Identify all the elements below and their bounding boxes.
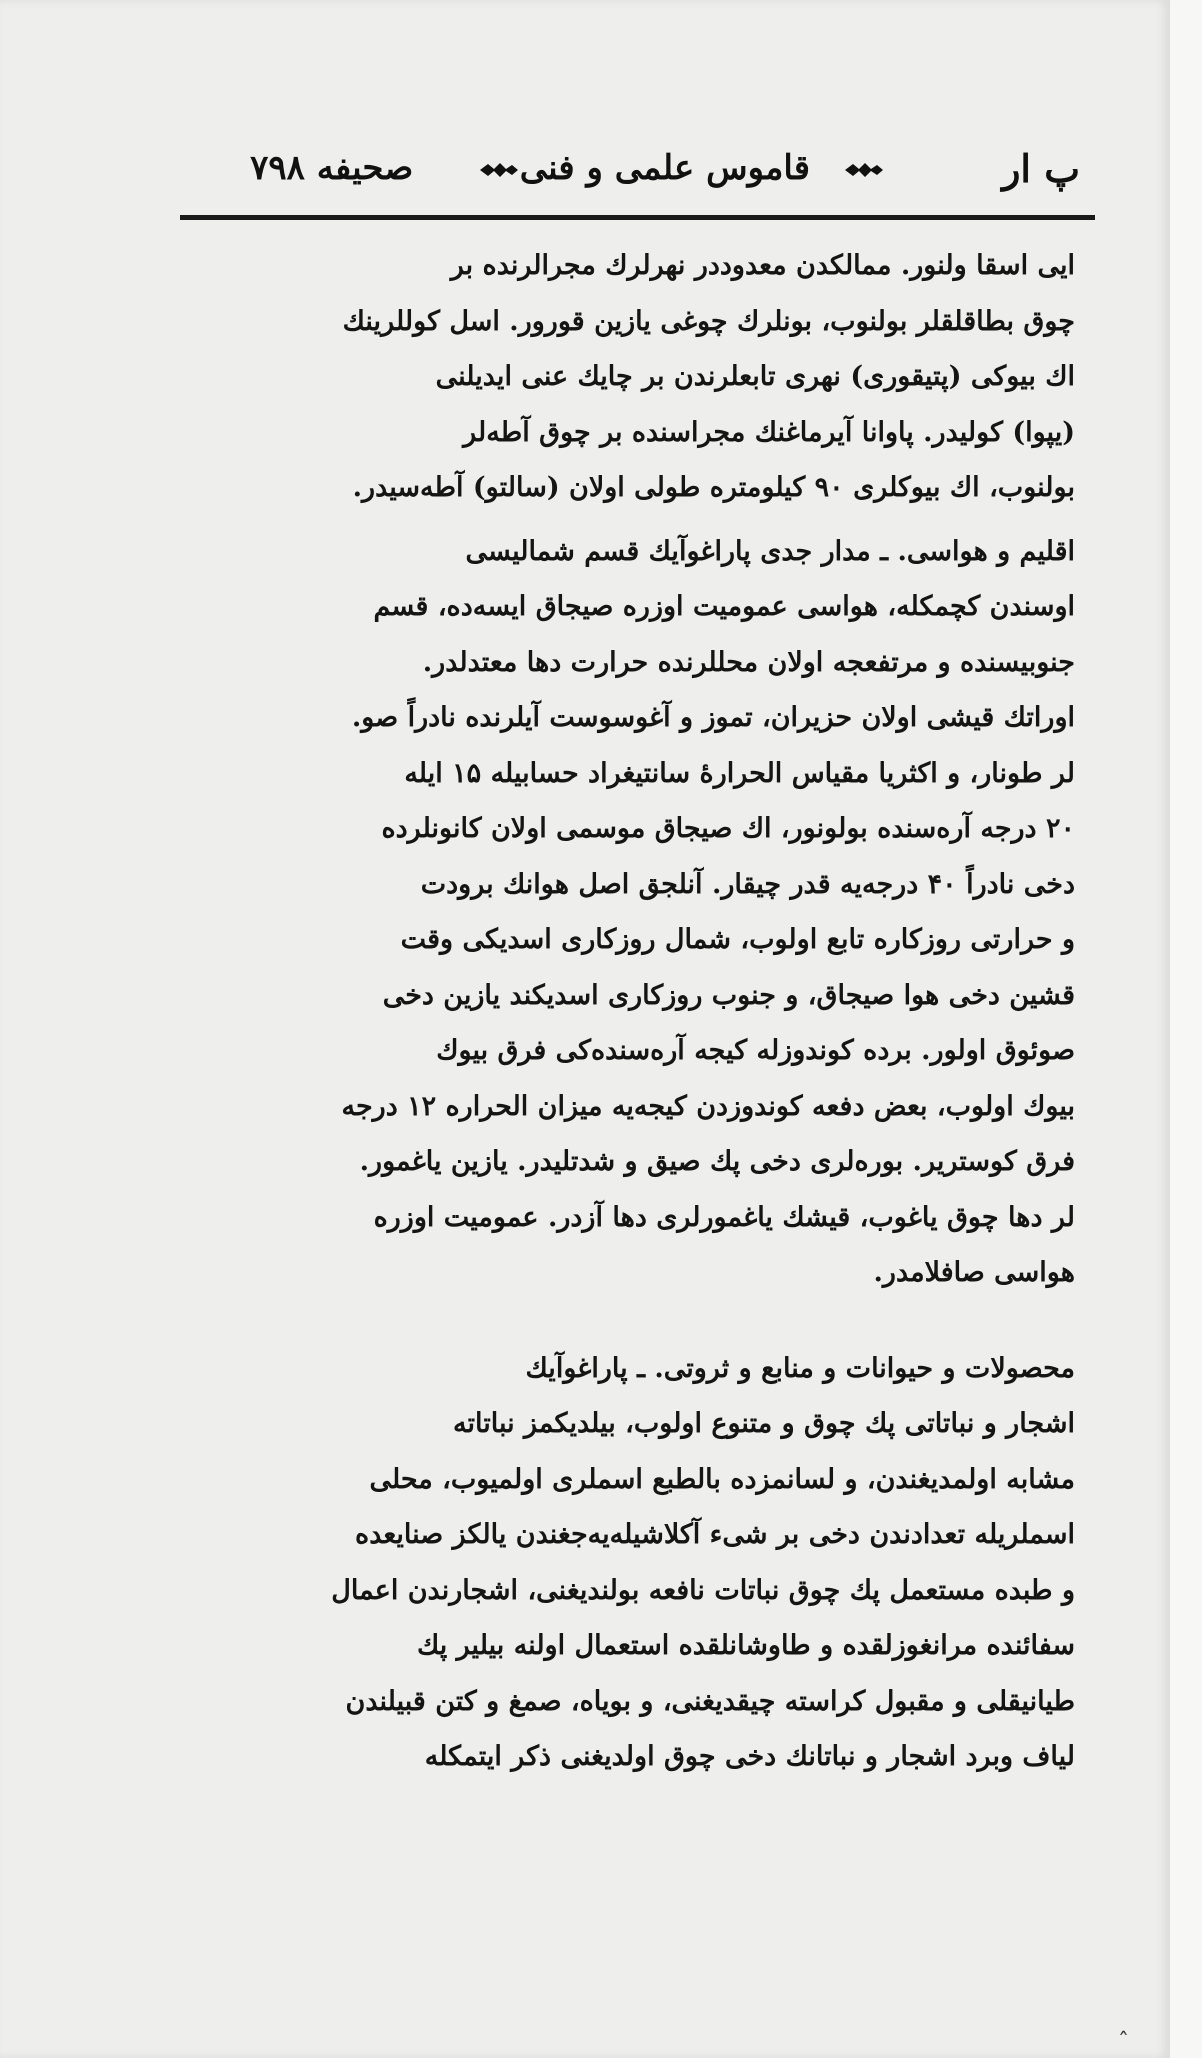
dictionary-title <box>250 148 810 188</box>
text-line: اشجار و نباتاتی پك چوق و متنوع اولوب، بیلدیکمز نباتاته <box>453 1408 1075 1439</box>
text-line: بیوك اولوب، بعض دفعه کوندوزدن کیجه‌یه میزان الحراره ۱۲ درجه <box>341 1090 1075 1122</box>
article-body <box>195 238 1075 1785</box>
text-line: صوئوق اولور. برده کوندوزله کیجه آره‌سنده‌کی فرق بیوك <box>436 1035 1075 1066</box>
text-line: لر طونار، و اکثریا مقیاس الحرارهٔ سانتیغراد حسابیله ۱۵ ایله <box>404 757 1075 789</box>
text-line: چوق بطاقلقلر بولنوب، بونلرك چوغی یازین قورور. اسل کوللرینك <box>342 305 1075 337</box>
leaf-ornament-icon <box>478 160 520 180</box>
paragraph <box>195 238 1075 516</box>
text-line: اقلیم و هواسی. ـ مدار جدی پاراغوآیك قسم شمالیسی <box>465 535 1075 567</box>
text-line: محصولات و حیوانات و منابع و ثروتی. ـ پاراغوآیك <box>525 1352 1075 1384</box>
text-line: سفائنده مرانغوزلقده و طاوشانلقده استعمال اولنه بیلیر پك <box>416 1630 1075 1661</box>
text-line: اك بیوکی (پتیقوری) نهری تابعلرندن بر چایك عنی ایدیلنی <box>435 361 1075 392</box>
text-line: اوراتك قیشی اولان حزیران، تموز و آغوسوست آیلرنده نادراً صو. <box>351 702 1075 733</box>
leaf-ornament-icon <box>843 160 885 180</box>
book-title: قاموس علمی و فنی <box>519 148 810 188</box>
text-line: بولنوب، اك بیوکلری ۹۰ کیلومتره طولی اولان (سالتو) آطه‌سیدر. <box>352 472 1075 503</box>
paragraph <box>195 524 1075 1301</box>
text-line: لیاف وبرد اشجار و نباتانك دخی چوق اولدیغنی ذکر ایتمکله <box>424 1741 1075 1772</box>
paragraph <box>195 1341 1075 1785</box>
page-header <box>190 142 1080 202</box>
text-line: (یپوا) کولیدر. پاوانا آیرماغنك مجراسنده بر چوق آطه‌لر <box>463 416 1075 448</box>
text-line: دخی نادراً ۴۰ درجه‌یه قدر چیقار. آنلجق اصل هوانك برودت <box>420 868 1075 900</box>
text-line: هواسی صافلامدر. <box>873 1257 1075 1288</box>
entry-heading: پ ار <box>1002 146 1080 191</box>
page-number: صحیفه ۷۹۸ <box>250 148 414 188</box>
text-line: مشابه اولمدیغندن، و لسانمزده بالطبع اسملری اولمیوب، محلی <box>369 1463 1075 1495</box>
text-line: طیانیقلی و مقبول کراسته چیقدیغنی، و بویاه، صمغ و کتن قبیلندن <box>345 1685 1075 1717</box>
text-line: لر دها چوق یاغوب، قیشك یاغمورلری دها آزدر. عمومیت اوزره <box>373 1201 1075 1233</box>
text-line: ۲۰ درجه آره‌سنده بولونور، اك صیجاق موسمی اولان کانونلرده <box>381 813 1075 844</box>
text-line: و حرارتی روزکاره تابع اولوب، شمال روزکاری اسدیکی وقت <box>400 924 1075 955</box>
text-line: اوسندن کچمکله، هواسی عمومیت اوزره صیجاق ایسه‌ده، قسم <box>373 591 1075 622</box>
header-rule <box>180 215 1095 220</box>
text-line: و طبده مستعمل پك چوق نباتات نافعه بولندیغنی، اشجارندن اعمال <box>331 1574 1075 1606</box>
text-line: قشین دخی هوا صیجاق، و جنوب روزکاری اسدیکند یازین دخی <box>382 979 1075 1011</box>
text-line: فرق کوستریر. بوره‌لری دخی پك صیق و شدتلیدر. یازین یاغمور. <box>359 1146 1075 1177</box>
text-line: جنوبیسنده و مرتفعجه اولان محللرنده حرارت دها معتدلدر. <box>422 646 1075 678</box>
text-line: ایی اسقا ولنور. ممالکدن معدوددر نهرلرك مجرالرنده بر <box>450 250 1075 281</box>
text-line: اسملریله تعدادندن دخی بر شیء آکلاشیله‌یه‌جغندن یالکز صنایعده <box>355 1519 1075 1550</box>
page-corner-mark: ˆ <box>1118 2030 1129 2055</box>
page-edge <box>1170 0 1202 2058</box>
